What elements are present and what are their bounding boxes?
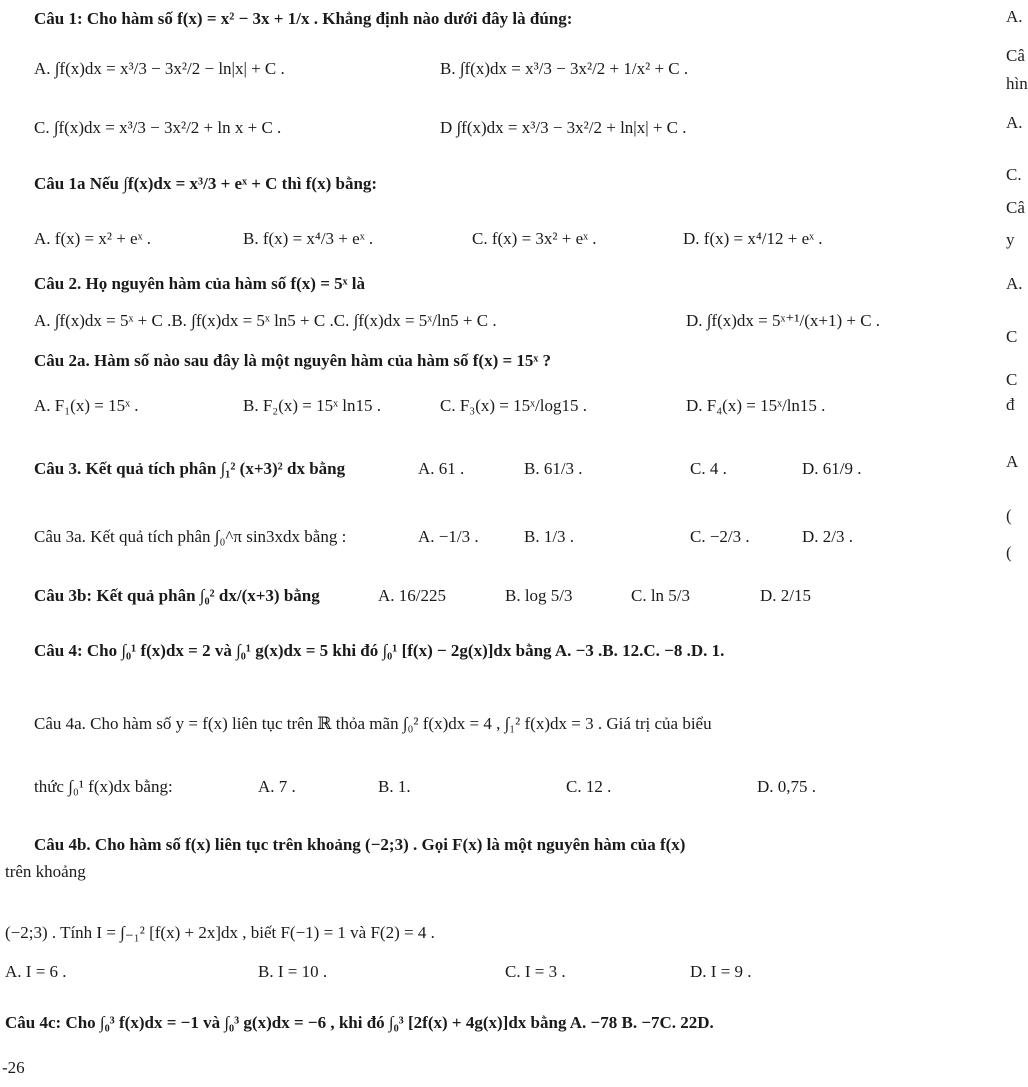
- q3-option-d: D. 61/9 .: [802, 459, 862, 478]
- q4c-line-1: Câu 4c: Cho ∫₀³ f(x)dx = −1 và ∫₀³ g(x)dx = −6 , khi đó ∫₀³ [2f(x) + 4g(x)]dx bằng A. −78 B. −7C. 22D.: [5, 1013, 714, 1032]
- q3b-option-b: B. log 5/3: [505, 586, 573, 605]
- q3-option-b: B. 61/3 .: [524, 459, 583, 478]
- q2-stem: Câu 2. Họ nguyên hàm của hàm số f(x) = 5ˣ là: [34, 274, 365, 293]
- edge-fragment: C.: [1006, 165, 1022, 184]
- edge-fragment: (: [1006, 506, 1012, 525]
- q4a-line-2: thức ∫₀¹ f(x)dx bằng:: [34, 777, 173, 796]
- q3a-option-b: B. 1/3 .: [524, 527, 575, 546]
- q2a-option-d: D. F₄(x) = 15ˣ/ln15 .: [686, 396, 826, 415]
- q4a-option-b: B. 1.: [378, 777, 411, 796]
- edge-fragment: Câ: [1006, 198, 1025, 217]
- q1a-option-d: D. f(x) = x⁴/12 + eˣ .: [683, 229, 823, 248]
- q3a-option-c: C. −2/3 .: [690, 527, 750, 546]
- q4-stem: Câu 4: Cho ∫₀¹ f(x)dx = 2 và ∫₀¹ g(x)dx = 5 khi đó ∫₀¹ [f(x) − 2g(x)]dx bằng A. −3 .B. 12.C. −8 .D. 1.: [34, 641, 725, 660]
- q3a-option-a: A. −1/3 .: [418, 527, 479, 546]
- edge-fragment: đ: [1006, 395, 1015, 414]
- q4b-option-c: C. I = 3 .: [505, 962, 566, 981]
- edge-fragment: y: [1006, 230, 1015, 249]
- q4a-line-1: Câu 4a. Cho hàm số y = f(x) liên tục trên ℝ thỏa mãn ∫₀² f(x)dx = 4 , ∫₁² f(x)dx = 3 . Giá trị của biểu: [34, 714, 712, 733]
- q4a-option-a: A. 7 .: [258, 777, 296, 796]
- edge-fragment: C: [1006, 370, 1018, 389]
- q3-stem: Câu 3. Kết quả tích phân ∫₁² (x+3)² dx bằng: [34, 459, 346, 478]
- q4b-line-1: Câu 4b. Cho hàm số f(x) liên tục trên khoảng (−2;3) . Gọi F(x) là một nguyên hàm của f(x): [34, 835, 686, 854]
- q2-options-abc: A. ∫f(x)dx = 5ˣ + C .B. ∫f(x)dx = 5ˣ ln5 + C .C. ∫f(x)dx = 5ˣ/ln5 + C .: [34, 311, 497, 330]
- q1-stem: Câu 1: Cho hàm số f(x) = x² − 3x + 1/x . Khẳng định nào dưới đây là đúng:: [34, 9, 573, 28]
- q2a-option-a: A. F₁(x) = 15ˣ .: [34, 396, 139, 415]
- edge-fragment: A.: [1006, 7, 1023, 26]
- q1-option-c: C. ∫f(x)dx = x³/3 − 3x²/2 + ln x + C .: [34, 118, 282, 137]
- q3-option-c: C. 4 .: [690, 459, 727, 478]
- edge-fragment: (: [1006, 543, 1012, 562]
- q4b-option-d: D. I = 9 .: [690, 962, 752, 981]
- q4b-option-a: A. I = 6 .: [5, 962, 67, 981]
- q4a-option-d: D. 0,75 .: [757, 777, 817, 796]
- q4b-line-3: (−2;3) . Tính I = ∫₋₁² [f(x) + 2x]dx , biết F(−1) = 1 và F(2) = 4 .: [5, 923, 435, 942]
- edge-fragment: A: [1006, 452, 1019, 471]
- edge-fragment: C: [1006, 327, 1018, 346]
- q3b-option-a: A. 16/225: [378, 586, 446, 605]
- edge-fragment: hìn: [1006, 74, 1028, 93]
- edge-fragment: Câ: [1006, 46, 1025, 65]
- q4a-option-c: C. 12 .: [566, 777, 612, 796]
- q2a-stem: Câu 2a. Hàm số nào sau đây là một nguyên hàm của hàm số f(x) = 15ˣ ?: [34, 351, 552, 370]
- q3a-stem: Câu 3a. Kết quả tích phân ∫₀^π sin3xdx bằng :: [34, 527, 347, 546]
- q1-option-d: D ∫f(x)dx = x³/3 − 3x²/2 + ln|x| + C .: [440, 118, 687, 137]
- q1-option-b: B. ∫f(x)dx = x³/3 − 3x²/2 + 1/x² + C .: [440, 59, 689, 78]
- q3b-stem: Câu 3b: Kết quả phân ∫₀² dx/(x+3) bằng: [34, 586, 320, 605]
- q1-option-a: A. ∫f(x)dx = x³/3 − 3x²/2 − ln|x| + C .: [34, 59, 285, 78]
- q4b-line-2: trên khoảng: [5, 862, 86, 881]
- q4c-line-2: -26: [2, 1058, 25, 1077]
- q1a-option-b: B. f(x) = x⁴/3 + eˣ .: [243, 229, 374, 248]
- q2a-option-c: C. F₃(x) = 15ˣ/log15 .: [440, 396, 587, 415]
- q1a-option-a: A. f(x) = x² + eˣ .: [34, 229, 151, 248]
- q4b-option-b: B. I = 10 .: [258, 962, 328, 981]
- q2-option-d: D. ∫f(x)dx = 5ˣ⁺¹/(x+1) + C .: [686, 311, 881, 330]
- q3-option-a: A. 61 .: [418, 459, 465, 478]
- edge-fragment: A.: [1006, 113, 1023, 132]
- q1a-stem: Câu 1a Nếu ∫f(x)dx = x³/3 + eˣ + C thì f(x) bằng:: [34, 174, 378, 193]
- q2a-option-b: B. F₂(x) = 15ˣ ln15 .: [243, 396, 382, 415]
- q3a-option-d: D. 2/3 .: [802, 527, 853, 546]
- edge-fragment: A.: [1006, 274, 1023, 293]
- q1a-option-c: C. f(x) = 3x² + eˣ .: [472, 229, 597, 248]
- q3b-option-d: D. 2/15: [760, 586, 811, 605]
- q3b-option-c: C. ln 5/3: [631, 586, 691, 605]
